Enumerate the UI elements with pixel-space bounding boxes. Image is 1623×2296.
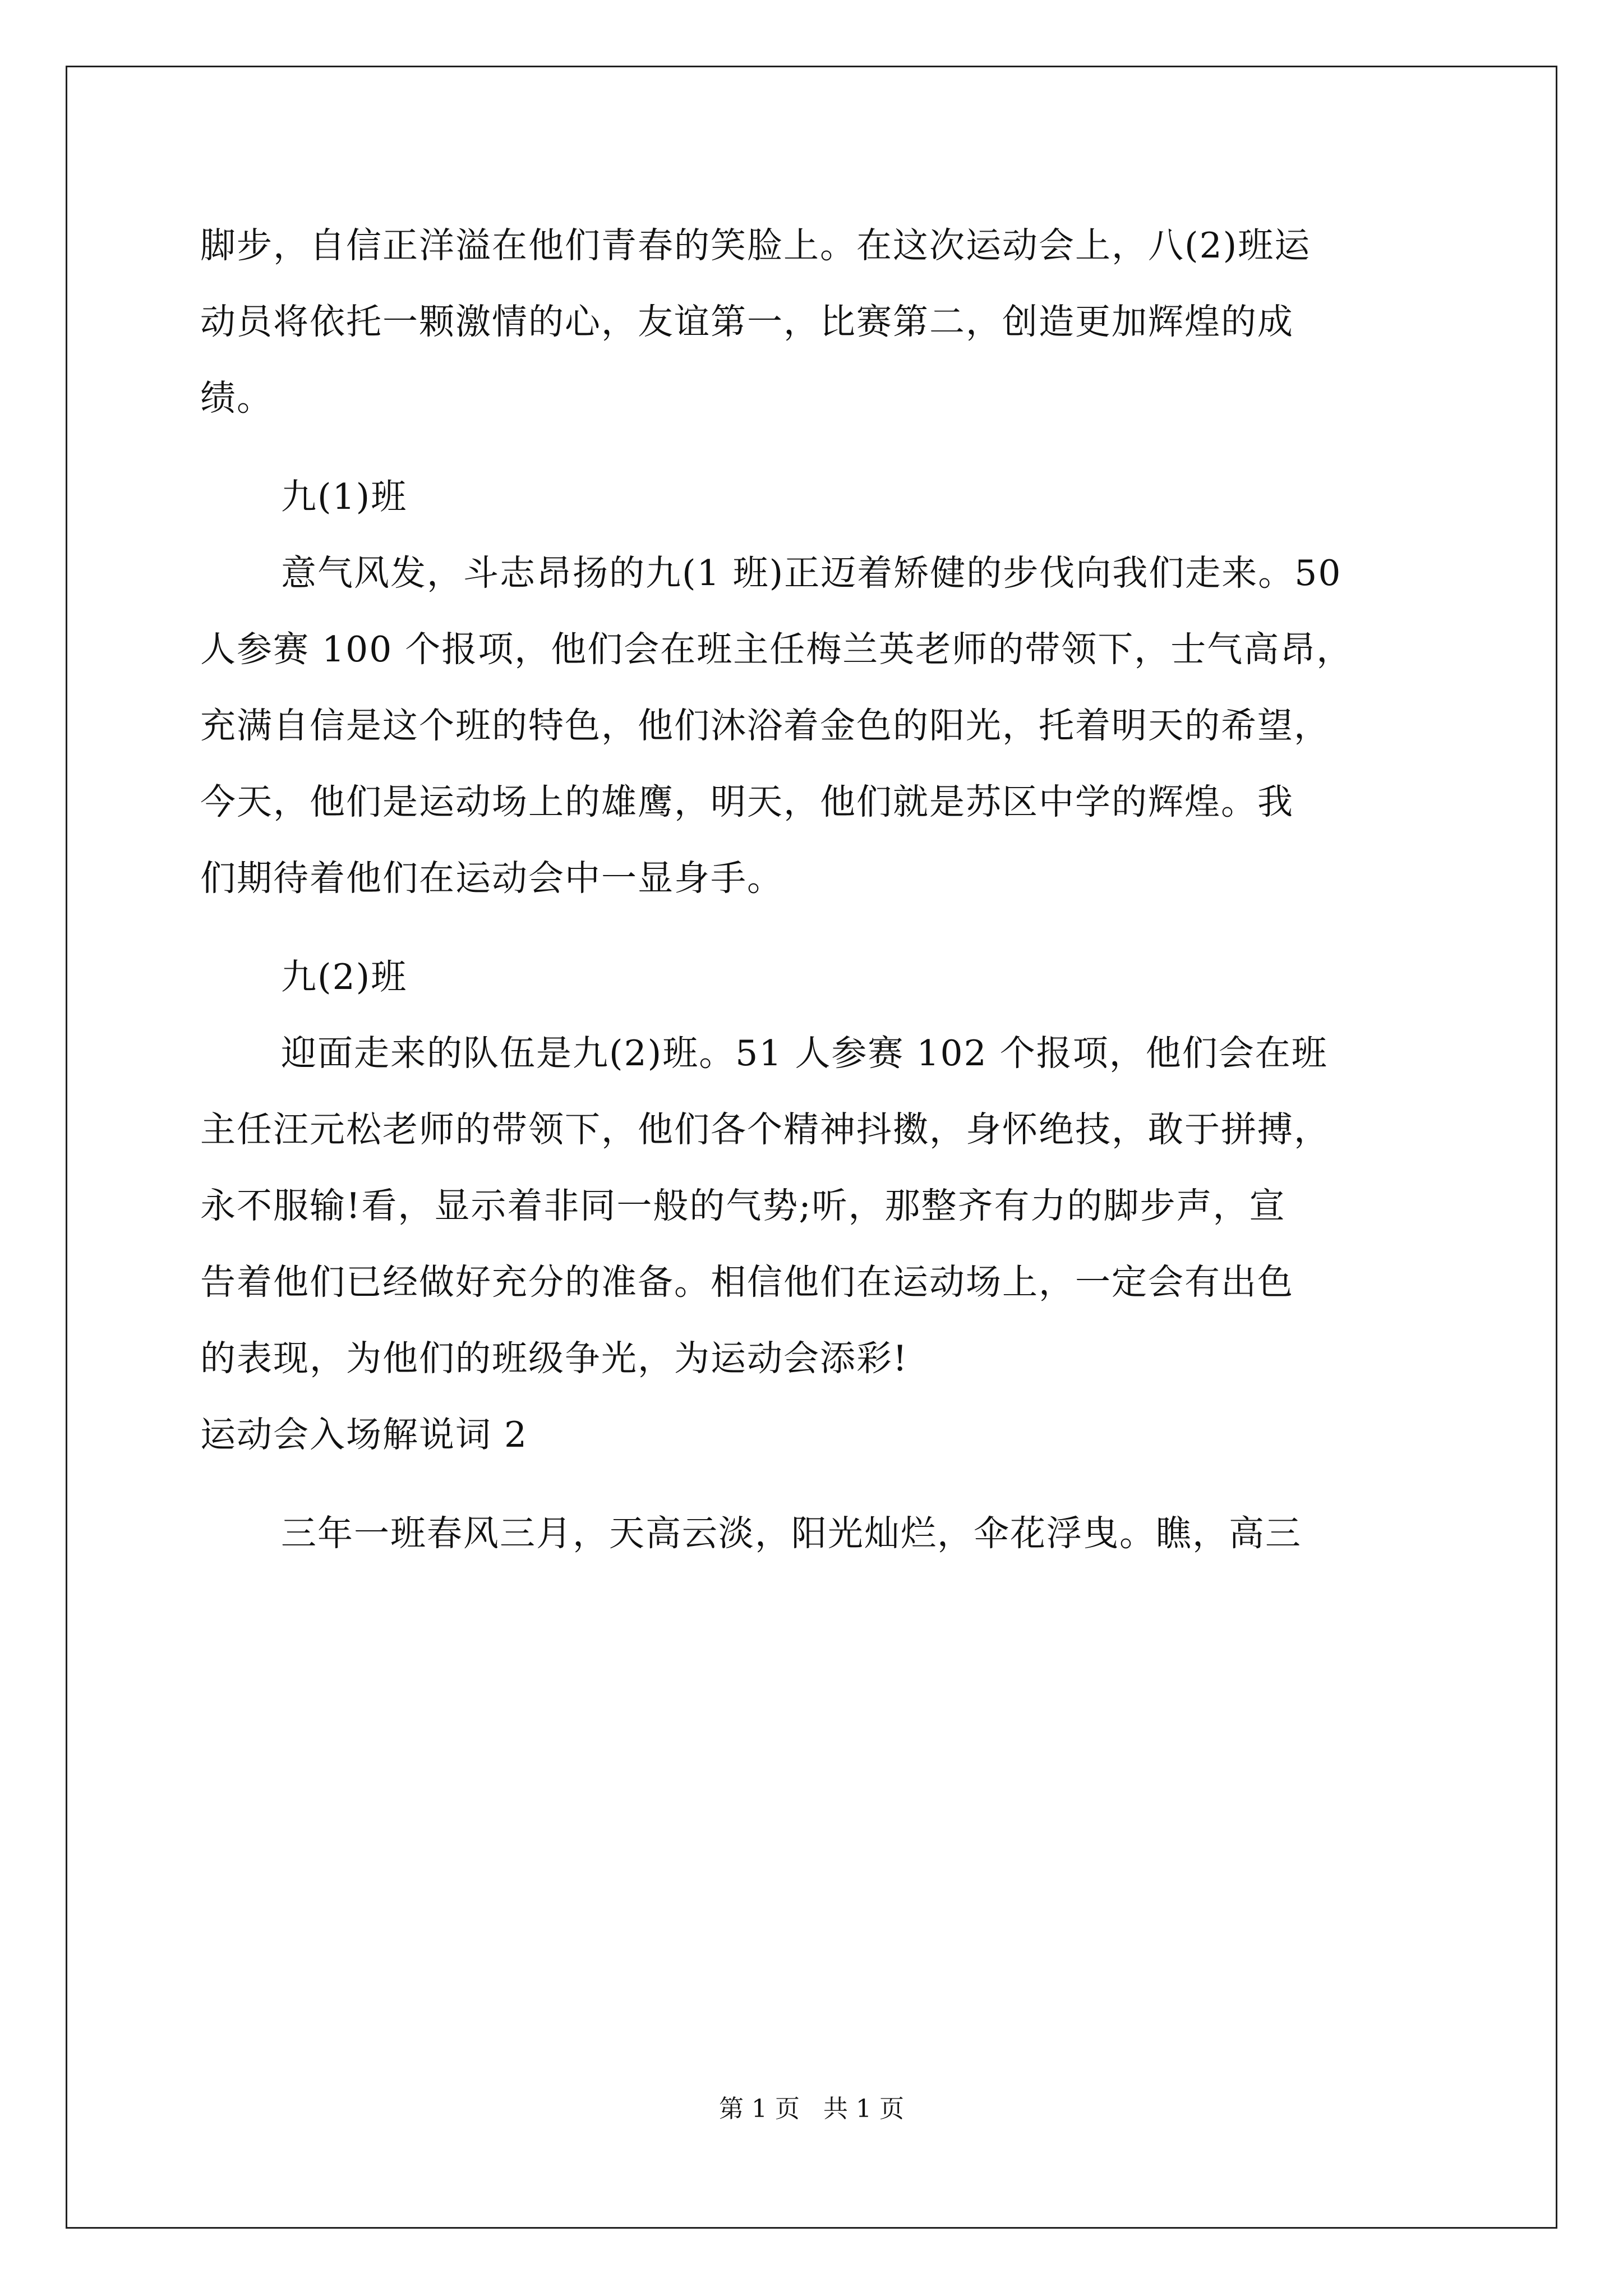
- paragraph-line: 的表现，为他们的班级争光，为运动会添彩!: [200, 1338, 909, 1379]
- paragraph-line: 告着他们已经做好充分的准备。相信他们在运动场上，一定会有出色: [200, 1262, 1294, 1303]
- paragraph-line: 永不服输!看，显示着非同一般的气势;听，那整齐有力的脚步声，宣: [200, 1185, 1286, 1226]
- page-footer: 第 1 页 共 1 页: [719, 2095, 904, 2123]
- paragraph-line: 今天，他们是运动场上的雄鹰，明天，他们就是苏区中学的辉煌。我: [200, 781, 1294, 822]
- class-heading: 九(2)班: [281, 956, 408, 997]
- section-title: 运动会入场解说词 2: [200, 1414, 528, 1455]
- paragraph-line: 充满自信是这个班的特色，他们沐浴着金色的阳光，托着明天的希望，: [200, 705, 1330, 746]
- document-body: [200, 208, 1434, 1572]
- paragraph-line: 迎面走来的队伍是九(2)班。51 人参赛 102 个报项，他们会在班: [281, 1033, 1328, 1074]
- class-heading: 九(1)班: [281, 476, 408, 517]
- paragraph-line: 脚步，自信正洋溢在他们青春的笑脸上。在这次运动会上，八(2)班运: [200, 225, 1311, 266]
- paragraph-line: 意气风发，斗志昂扬的九(1 班)正迈着矫健的步伐向我们走来。50: [281, 553, 1342, 593]
- paragraph-line: 们期待着他们在运动会中一显身手。: [200, 858, 783, 899]
- paragraph-line: 绩。: [200, 378, 273, 418]
- paragraph-line: 动员将依托一颗激情的心，友谊第一，比赛第二，创造更加辉煌的成: [200, 301, 1294, 342]
- paragraph-line: 人参赛 100 个报项，他们会在班主任梅兰英老师的带领下，士气高昂，: [200, 629, 1353, 670]
- paragraph-line: 主任汪元松老师的带领下，他们各个精神抖擞，身怀绝技，敢于拼搏，: [200, 1109, 1330, 1150]
- paragraph-line: 三年一班春风三月，天高云淡，阳光灿烂，伞花浮曳。瞧，高三: [281, 1513, 1302, 1554]
